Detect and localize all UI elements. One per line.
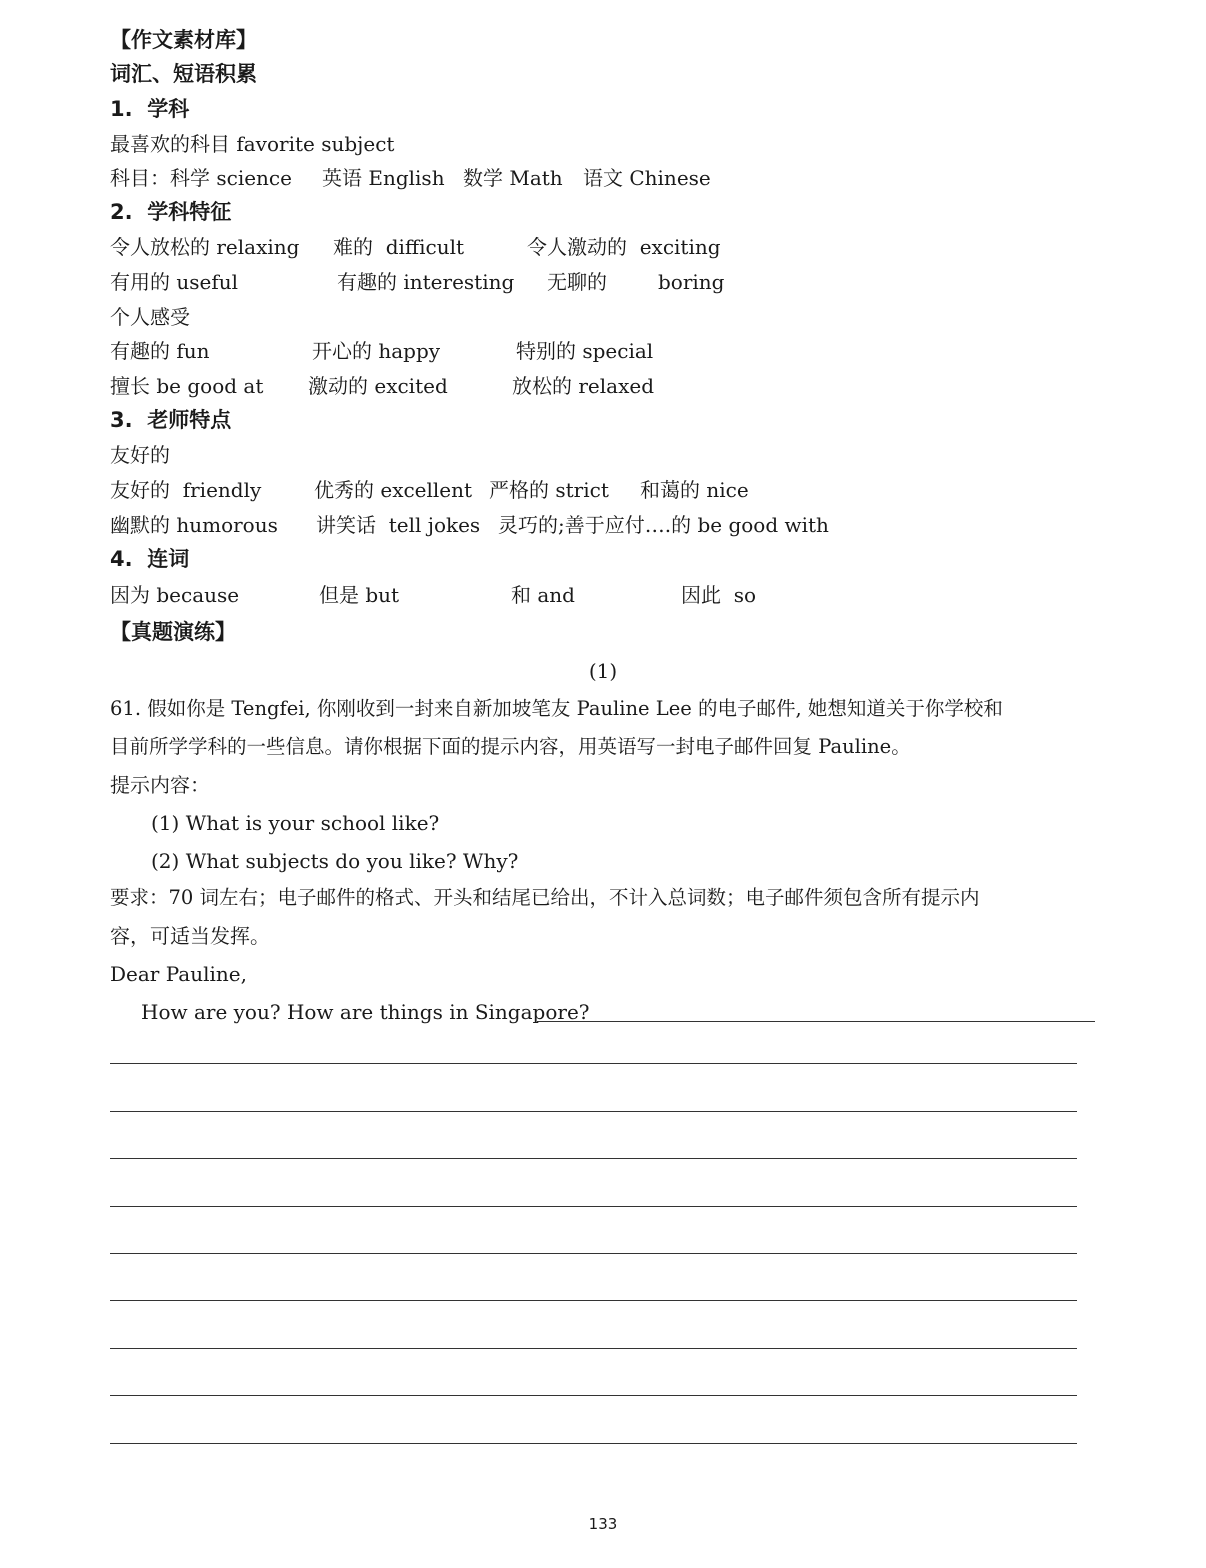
page-number: 133 xyxy=(588,1515,618,1533)
vocab-item: 无聊的 xyxy=(547,270,607,294)
hint-question: (1) What is your school like? xyxy=(151,811,440,835)
writing-line[interactable] xyxy=(110,1253,1077,1254)
vocab-item: 放松的 relaxed xyxy=(512,374,654,398)
vocab-item: 激动的 excited xyxy=(308,374,448,398)
writing-line[interactable] xyxy=(110,1158,1077,1159)
vocab-item: 讲笑话 tell jokes xyxy=(316,513,481,537)
writing-line[interactable] xyxy=(110,1443,1077,1444)
prompt-line: 目前所学学科的一些信息。请你根据下面的提示内容，用英语写一封电子邮件回复 Pauline。 xyxy=(110,735,911,758)
letter-opening: How are you? How are things in Singapore? xyxy=(141,1000,590,1024)
vocab-item: 令人放松的 relaxing xyxy=(110,235,300,259)
vocab-item: 有用的 useful xyxy=(110,270,239,294)
writing-line[interactable] xyxy=(110,1395,1077,1396)
vocab-item: 友好的 friendly xyxy=(110,478,262,502)
vocab-item: 有趣的 fun xyxy=(110,339,210,363)
section-title-teachers: 3. 老师特点 xyxy=(110,408,232,432)
requirement-line: 容，可适当发挥。 xyxy=(110,924,270,948)
vocab-item: 幽默的 humorous xyxy=(110,513,278,537)
writing-line[interactable] xyxy=(110,1300,1077,1301)
requirement-line: 要求：70 词左右；电子邮件的格式、开头和结尾已给出，不计入总词数；电子邮件须包含所有提示内 xyxy=(110,886,980,909)
vocab-item: 英语 English xyxy=(322,166,445,190)
writing-line[interactable] xyxy=(110,1206,1077,1207)
vocab-item: 和 and xyxy=(511,583,575,607)
writing-line[interactable] xyxy=(537,1021,1095,1022)
vocab-item: 灵巧的;善于应付….的 be good with xyxy=(498,513,829,537)
vocab-item: 严格的 strict xyxy=(489,478,609,502)
question-number: (1) xyxy=(588,659,618,683)
prompt-line: 61. 假如你是 Tengfei, 你刚收到一封来自新加坡笔友 Pauline Lee 的电子邮件, 她想知道关于你学校和 xyxy=(110,697,1003,720)
vocab-item: 特别的 special xyxy=(516,339,654,363)
vocab-item: 难的 difficult xyxy=(333,235,465,259)
hint-label: 提示内容： xyxy=(110,773,210,797)
writing-line[interactable] xyxy=(110,1063,1077,1064)
subheading-personal-feelings: 个人感受 xyxy=(110,305,190,329)
practice-heading: 【真题演练】 xyxy=(110,620,236,644)
writing-line[interactable] xyxy=(110,1111,1077,1112)
vocab-item: 擅长 be good at xyxy=(110,374,264,398)
vocab-item: 因为 because xyxy=(110,583,240,607)
writing-line[interactable] xyxy=(110,1348,1077,1349)
section-title-subjects: 1. 学科 xyxy=(110,97,190,121)
materials-heading: 【作文素材库】 xyxy=(110,28,257,52)
vocab-item: 令人激动的 exciting xyxy=(527,235,721,259)
section-title-conjunctions: 4. 连词 xyxy=(110,547,190,571)
hint-question: (2) What subjects do you like? Why? xyxy=(151,849,519,873)
vocab-item: 开心的 happy xyxy=(312,339,441,363)
vocab-item: 最喜欢的科目 favorite subject xyxy=(110,132,395,156)
vocab-item: 数学 Math xyxy=(463,166,563,190)
vocab-item: 和蔼的 nice xyxy=(640,478,749,502)
letter-salutation: Dear Pauline, xyxy=(110,962,247,986)
section-title-features: 2. 学科特征 xyxy=(110,200,232,224)
vocab-item: 因此 so xyxy=(681,583,757,607)
subheading-friendly: 友好的 xyxy=(110,443,170,467)
vocab-item: 有趣的 interesting xyxy=(337,270,515,294)
vocab-heading: 词汇、短语积累 xyxy=(110,62,257,86)
vocab-item: boring xyxy=(658,270,725,294)
vocab-item: 科目：科学 science xyxy=(110,166,292,190)
vocab-item: 但是 but xyxy=(319,583,400,607)
vocab-item: 优秀的 excellent xyxy=(314,478,473,502)
vocab-item: 语文 Chinese xyxy=(583,166,711,190)
